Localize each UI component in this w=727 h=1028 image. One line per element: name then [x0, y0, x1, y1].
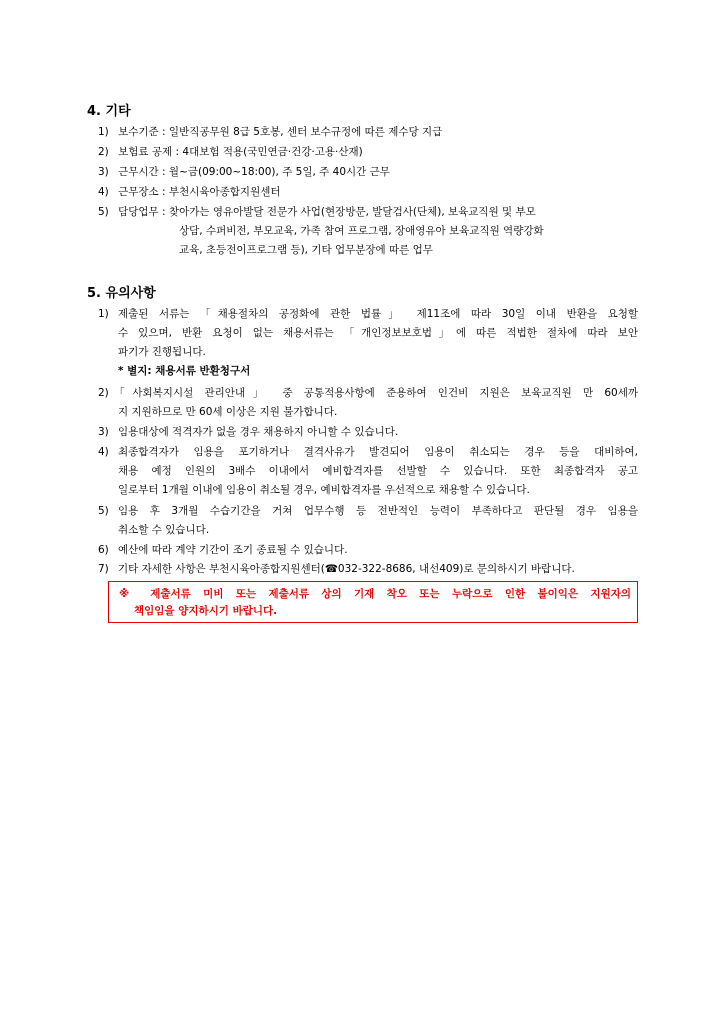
item-text: 일반직공무원 8급 5호봉, 센터 보수규정에 따른 제수당 지급 [168, 126, 443, 138]
item-text: 4대보험 적용(국민연금·건강·고용·산재) [182, 146, 363, 158]
item-label: 담당업무 : [118, 206, 166, 218]
item-text: 예산에 따라 계약 기간이 조기 종료될 수 있습니다. [118, 544, 348, 556]
list-item [98, 163, 390, 182]
item-continuation: 교육, 초등전이프로그램 등), 기타 업무분장에 따른 업무 [179, 244, 433, 256]
list-item [98, 123, 442, 142]
item-text: 임용 후 3개월 수습기간을 거쳐 업무수행 등 전반적인 능력이 부족하다고 판단될 경우 임용을 [118, 505, 638, 517]
item-text: 지 지원하므로 만 60세 이상은 지원 불가합니다. [118, 406, 338, 418]
item-number: 4) [98, 446, 109, 458]
section-4-title: 4. 기타 [87, 104, 131, 119]
notice-line: ※ 제출서류 미비 또는 제출서류 상의 기재 착오 또는 누락으로 인한 불이익은 지원자의 [119, 588, 631, 600]
item-text: 제출된 서류는 「채용절차의 공정화에 관한 법률」 제11조에 따라 30일 이내 반환을 요청할 [118, 308, 638, 320]
item-label: 보험료 공제 : [118, 146, 180, 158]
item-number: 5) [98, 505, 109, 517]
notice-line: 책임임을 양지하시기 바랍니다. [134, 605, 278, 617]
item-text: 임용대상에 적격자가 없을 경우 채용하지 아니할 수 있습니다. [118, 426, 399, 438]
section-5-title: 5. 유의사항 [87, 286, 156, 301]
warning-notice-box [108, 581, 638, 623]
item-number: 3) [98, 426, 109, 438]
item-text: 채용 예정 인원의 3배수 이내에서 예비합격자를 선발할 수 있습니다. 또한 최종합격자 공고 [118, 465, 638, 477]
item-number: 7) [98, 563, 109, 575]
item-text: 최종합격자가 임용을 포기하거나 결격사유가 발견되어 임용이 취소되는 경우 등을 대비하여, [118, 446, 638, 458]
item-text: 파기가 진행됩니다. [118, 346, 206, 358]
list-item [98, 183, 281, 202]
item-number: 1) [98, 308, 109, 320]
item-number: 2) [98, 387, 109, 399]
item-number: 6) [98, 544, 109, 556]
item-text: 부천시육아종합지원센터 [168, 186, 281, 198]
item-continuation: 상담, 수퍼비전, 부모교육, 가족 참여 프로그램, 장애영유아 보육교직원 역량강화 [179, 225, 544, 237]
item-text: 수 있으며, 반환 요청이 없는 채용서류는 「개인정보보호법」에 따른 적법한 절차에 따라 보안 [118, 327, 638, 339]
attachment-note: * 별지: 채용서류 반환청구서 [118, 365, 251, 377]
item-number: 2) [98, 146, 109, 158]
item-label: 근무장소 : [118, 186, 166, 198]
item-number: 1) [98, 126, 109, 138]
item-text: 일로부터 1개월 이내에 임용이 취소될 경우, 예비합격자를 우선적으로 채용할 수 있습니다. [118, 484, 530, 496]
item-text: 「사회복지시설 관리안내」 중 공통적용사항에 준용하여 인건비 지원은 보육교직원 만 60세까 [114, 387, 638, 399]
item-text: 기타 자세한 사항은 부천시육아종합지원센터(☎032-322-8686, 내선409)로 문의하시기 바랍니다. [118, 563, 575, 575]
item-label: 보수기준 : [118, 126, 166, 138]
list-item [98, 203, 536, 222]
item-text: 찾아가는 영유아발달 전문가 사업(현장방문, 발달검사(단체), 보육교직원 및 부모 [168, 206, 536, 218]
item-number: 5) [98, 206, 109, 218]
item-text: 월~금(09:00~18:00), 주 5일, 주 40시간 근무 [168, 166, 390, 178]
item-label: 근무시간 : [118, 166, 166, 178]
item-number: 4) [98, 186, 109, 198]
item-number: 3) [98, 166, 109, 178]
list-item [98, 143, 363, 162]
item-text: 취소할 수 있습니다. [118, 524, 210, 536]
